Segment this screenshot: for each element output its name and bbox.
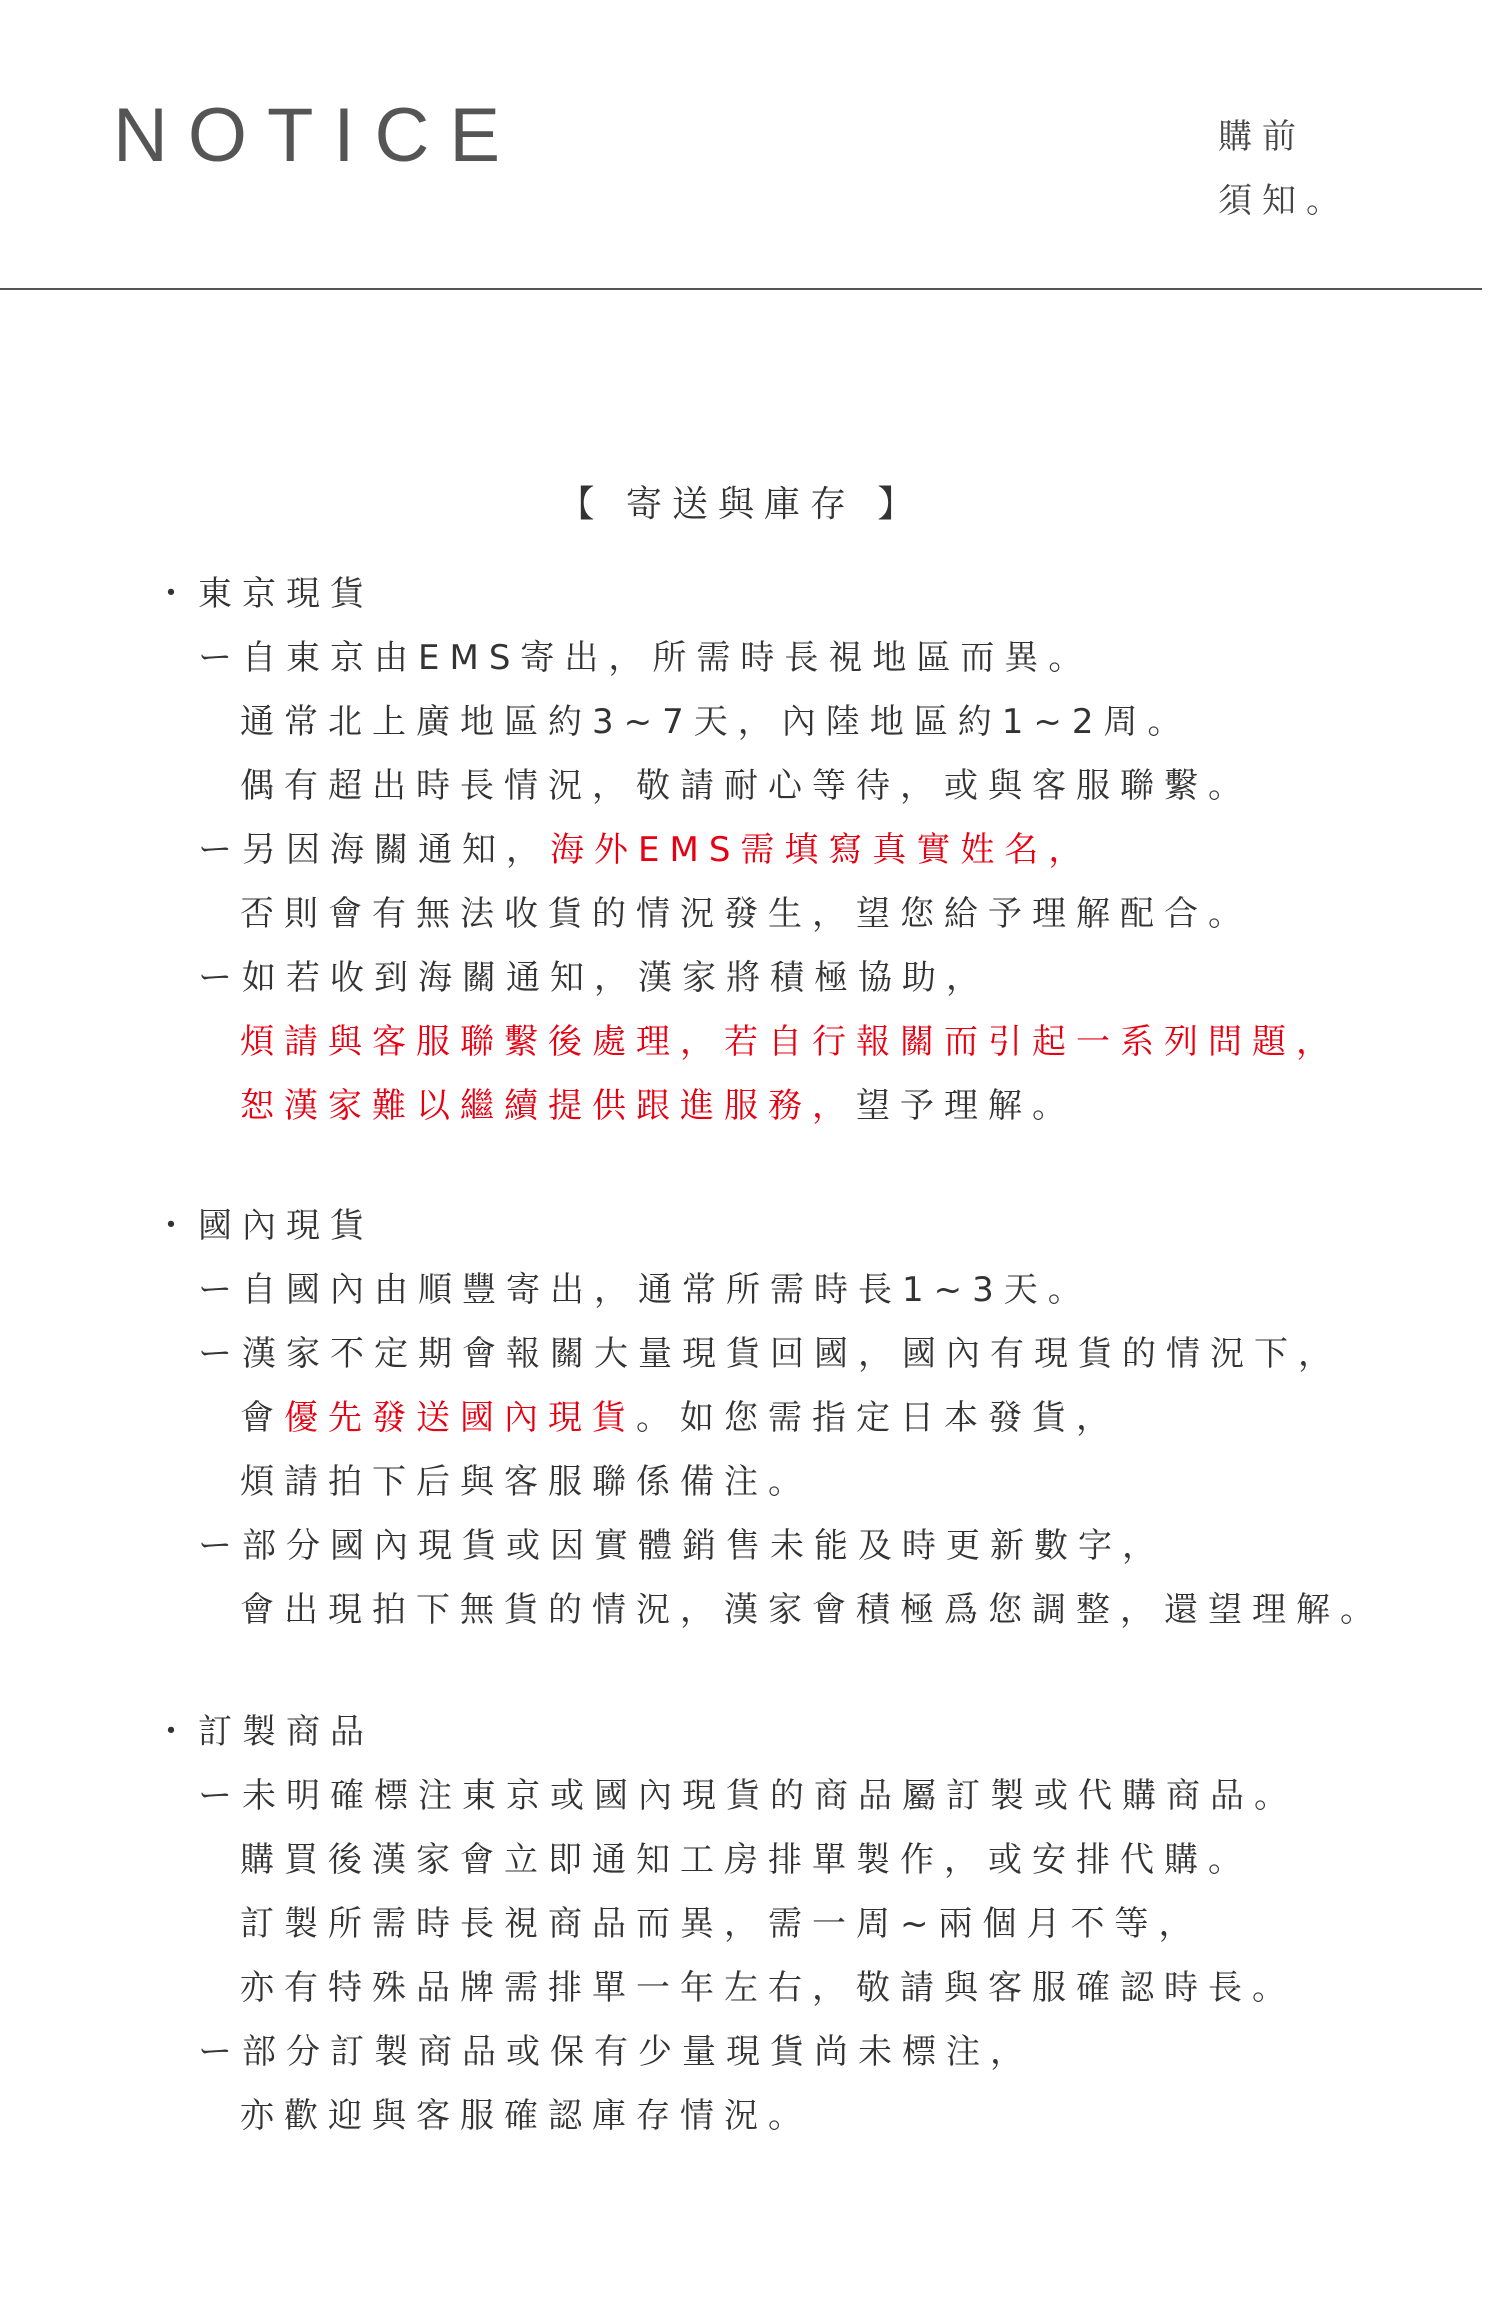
notice-continuation-line xyxy=(154,1956,1298,2020)
body-text: ー自國內由順豐寄出，通常所需時長1~3天。 xyxy=(198,1270,1092,1310)
body-text: 偶有超出時長情況，敬請耐心等待，或與客服聯繫。 xyxy=(240,766,1252,806)
group-lines xyxy=(154,1764,1298,2148)
group-title: ・東京現貨 xyxy=(154,574,374,614)
body-text: 否則會有無法收貨的情況發生，望您給予理解配合。 xyxy=(240,894,1252,934)
body-text: 亦歡迎與客服確認庫存情況。 xyxy=(240,2096,812,2136)
body-text: 煩請拍下后與客服聯係備注。 xyxy=(240,1462,812,1502)
body-text: 。如您需指定日本發貨， xyxy=(636,1398,1120,1438)
highlight-text: 煩請與客服聯繫後處理，若自行報關而引起一系列問題， xyxy=(240,1022,1340,1062)
body-text: 會出現拍下無貨的情況，漢家會積極爲您調整，還望理解。 xyxy=(240,1590,1384,1630)
body-text: ー漢家不定期會報關大量現貨回國，國內有現貨的情況下， xyxy=(198,1334,1342,1374)
notice-item-line xyxy=(154,2020,1298,2084)
body-text: ー自東京由EMS寄出，所需時長視地區而異。 xyxy=(198,638,1093,678)
notice-item-line xyxy=(154,946,1340,1010)
body-text: 會 xyxy=(240,1398,284,1438)
body-text: 望予理解。 xyxy=(856,1086,1076,1126)
group-lines xyxy=(154,1258,1384,1642)
group-title: ・國內現貨 xyxy=(154,1206,374,1246)
body-text: 亦有特殊品牌需排單一年左右，敬請與客服確認時長。 xyxy=(240,1968,1296,2008)
notice-continuation-line xyxy=(154,754,1340,818)
header-subtitle-line-2: 須知。 xyxy=(1218,181,1350,221)
notice-continuation-line xyxy=(154,1074,1340,1138)
notice-continuation-line xyxy=(154,1578,1384,1642)
body-text: ー部分國內現貨或因實體銷售未能及時更新數字， xyxy=(198,1526,1166,1566)
body-text: ー如若收到海關通知，漢家將積極協助， xyxy=(198,958,990,998)
notice-continuation-line xyxy=(154,882,1340,946)
highlight-text: 恕漢家難以繼續提供跟進服務， xyxy=(240,1086,856,1126)
notice-continuation-line xyxy=(154,2084,1298,2148)
notice-group-domestic-stock xyxy=(154,1194,1384,1642)
notice-continuation-line xyxy=(154,1010,1340,1074)
notice-continuation-line xyxy=(154,1828,1298,1892)
notice-item-line xyxy=(154,1514,1384,1578)
body-text: 通常北上廣地區約3~7天，內陸地區約1~2周。 xyxy=(240,702,1192,742)
section-heading: 【 寄送與庫存 】 xyxy=(558,484,924,525)
header-subtitle xyxy=(1218,105,1350,233)
group-lines xyxy=(154,626,1340,1138)
notice-item-line xyxy=(154,818,1340,882)
notice-continuation-line xyxy=(154,1386,1384,1450)
group-title: ・訂製商品 xyxy=(154,1712,374,1752)
page-title: NOTICE xyxy=(113,93,521,178)
body-text: 訂製所需時長視商品而異，需一周~兩個月不等， xyxy=(240,1904,1203,1944)
header-divider xyxy=(0,288,1482,290)
notice-continuation-line xyxy=(154,690,1340,754)
notice-continuation-line xyxy=(154,1892,1298,1956)
notice-item-line xyxy=(154,626,1340,690)
body-text: ー另因海關通知， xyxy=(198,830,550,870)
notice-item-line xyxy=(154,1258,1384,1322)
notice-item-line xyxy=(154,1764,1298,1828)
header-subtitle-line-1: 購前 xyxy=(1218,117,1306,157)
notice-group-custom-made xyxy=(154,1700,1298,2148)
body-text: ー部分訂製商品或保有少量現貨尚未標注， xyxy=(198,2032,1034,2072)
notice-item-line xyxy=(154,1322,1384,1386)
body-text: ー未明確標注東京或國內現貨的商品屬訂製或代購商品。 xyxy=(198,1776,1298,1816)
body-text: 購買後漢家會立即通知工房排單製作，或安排代購。 xyxy=(240,1840,1252,1880)
notice-group-tokyo-stock xyxy=(154,562,1340,1138)
highlight-text: 優先發送國內現貨 xyxy=(284,1398,636,1438)
notice-continuation-line xyxy=(154,1450,1384,1514)
highlight-text: 海外EMS需填寫真實姓名， xyxy=(550,830,1093,870)
